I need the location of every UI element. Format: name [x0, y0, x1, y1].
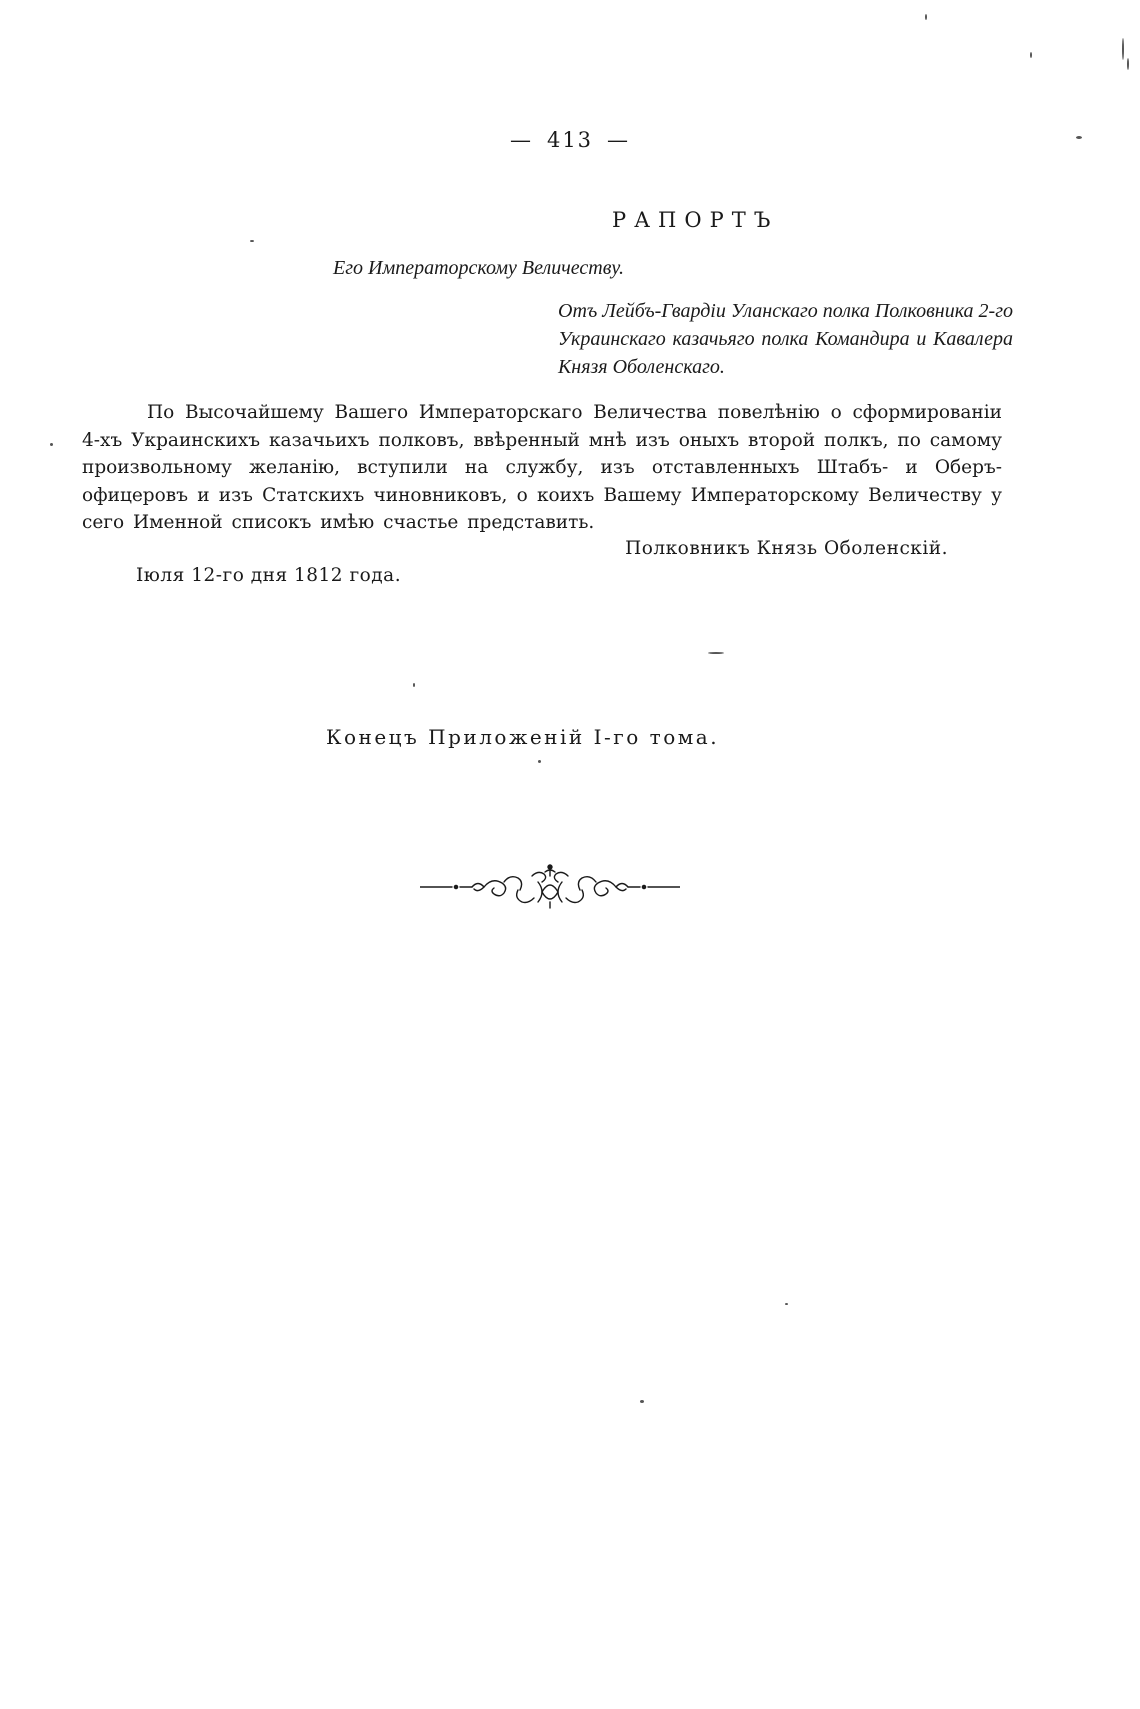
scan-speck: [538, 760, 541, 763]
end-of-appendix-note: Конецъ Приложеній І-го тома.: [326, 725, 720, 749]
scan-speck: [708, 652, 724, 654]
report-sender: Отъ Лейбъ-Гвардіи Уланскаго полка Полковника 2-го Украинскаго казачьяго полка Командира и Кавалера Князя Оболенскаго.: [558, 300, 1014, 378]
scan-speck: [925, 14, 927, 20]
scan-speck: [1076, 136, 1082, 139]
page-number-dash-right: —: [607, 128, 631, 152]
page-number-line: [0, 128, 1140, 152]
scan-speck: [640, 1400, 644, 1403]
scan-speck: [1122, 38, 1124, 60]
report-title: РАПОРТЪ: [612, 208, 779, 232]
report-signature: Полковникъ Князь Оболенскій.: [625, 538, 948, 559]
page-number-dash-left: —: [509, 128, 533, 152]
scan-speck: [1030, 52, 1032, 58]
page-number: 413: [546, 128, 594, 152]
report-date: Іюля 12-го дня 1812 года.: [136, 565, 402, 586]
scan-speck: [785, 1303, 788, 1305]
scan-speck: [50, 443, 53, 446]
report-body: По Высочайшему Вашего Императорскаго Величества повелѣнію о сформированіи 4-хъ Украинскихъ казачьихъ полковъ, ввѣренный мнѣ изъ оныхъ второй полкъ, по самому произвольному желанію, вступили на службу, изъ отставленныхъ Штабъ- и Оберъ-офицеровъ и изъ Статскихъ чиновниковъ, о коихъ Вашему Императорскому Величеству у сего Именной списокъ имѣю счастье представить.: [82, 402, 1002, 533]
scan-speck: [250, 240, 254, 242]
scan-speck: [413, 683, 415, 687]
scan-speck: [1127, 58, 1129, 70]
vignette-ornament-icon: [420, 862, 680, 912]
report-addressee: Его Императорскому Величеству.: [333, 257, 624, 279]
